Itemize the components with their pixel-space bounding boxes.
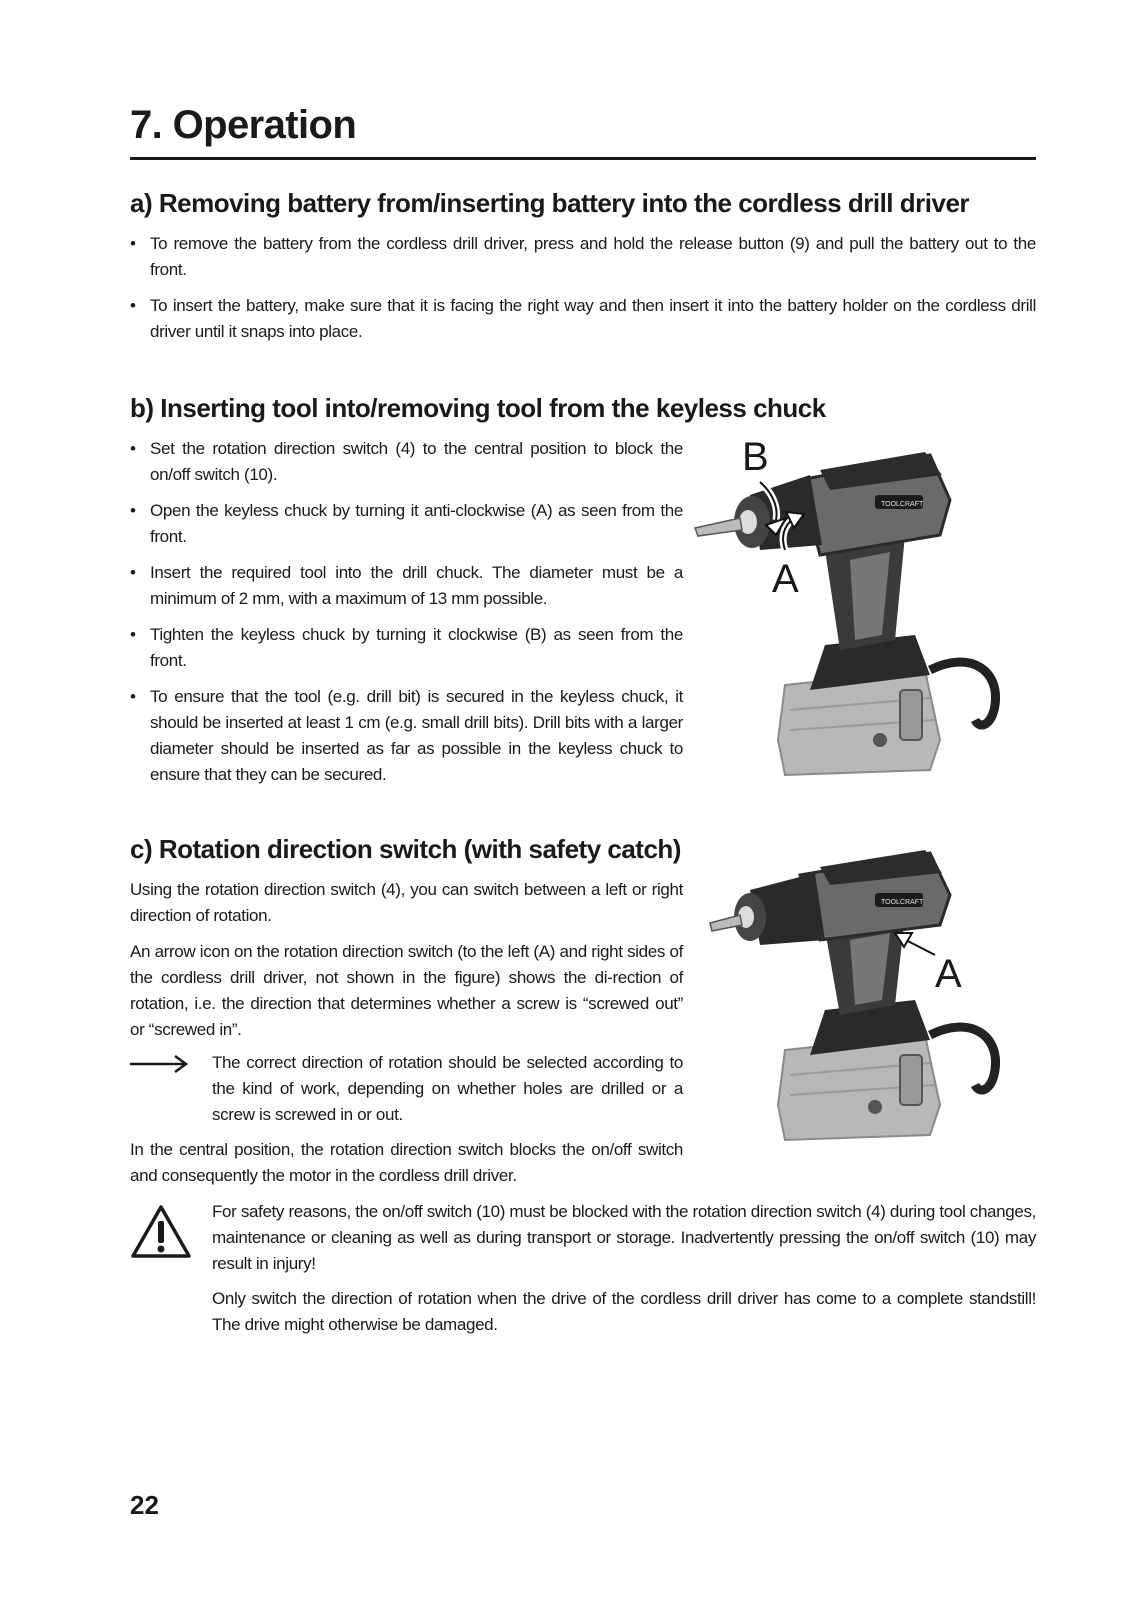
list-item: • Open the keyless chuck by turning it anti-clockwise (A) as seen from the front. xyxy=(130,498,683,550)
list-item: • To remove the battery from the cordless drill driver, press and hold the release button (9) and pull the battery out to the front. xyxy=(130,231,1036,283)
warning-text-2: Only switch the direction of rotation when the drive of the cordless drill driver has come to a complete standstill! The drive might otherwise be damaged. xyxy=(212,1289,1036,1334)
list-item: • To insert the battery, make sure that it is facing the right way and then insert it into the battery holder on the cordless drill driver until it snaps into place. xyxy=(130,293,1036,345)
section-b-list xyxy=(130,436,683,798)
section-c-paragraph-2: An arrow icon on the rotation direction switch (to the left (A) and right sides of the cordless drill driver, not shown in the figure) shows the di-rection of rotation, i.e. the direction that determines whether a screw is “screwed out” or “screwed in”. xyxy=(130,942,683,1039)
section-a-list xyxy=(130,231,1036,355)
page-title: 7. Operation xyxy=(130,103,357,147)
tip-note: The correct direction of rotation should be selected according to the kind of work, depending on whether holes are drilled or a screw is screwed in or out. xyxy=(212,1053,683,1124)
section-b-heading: b) Inserting tool into/removing tool from the keyless chuck xyxy=(130,393,826,423)
list-item: • To ensure that the tool (e.g. drill bit) is secured in the keyless chuck, it should be inserted at least 1 cm (e.g. small drill bits). Drill bits with a larger diameter should be inserted as far as possible in the keyless chuck to ensure that they can be secured. xyxy=(130,684,683,788)
brand-label: TOOLCRAFT xyxy=(881,501,924,508)
warning-text-1: For safety reasons, the on/off switch (10) must be blocked with the rotation direction switch (4) during tool changes, maintenance or cleaning as well as during transport or storage. Inadvertently pressing the on/off switch (10) may result in injury! xyxy=(212,1202,1036,1273)
brand-label: TOOLCRAFT xyxy=(881,899,924,906)
section-a-heading: a) Removing battery from/inserting battery into the cordless drill driver xyxy=(130,188,970,218)
drill-figure-chuck xyxy=(690,435,1030,790)
title-rule xyxy=(130,157,1036,160)
list-item: • Set the rotation direction switch (4) to the central position to block the on/off switch (10). xyxy=(130,436,683,488)
section-c-paragraph-3: In the central position, the rotation direction switch blocks the on/off switch and consequently the motor in the cordless drill driver. xyxy=(130,1140,683,1185)
list-item: • Insert the required tool into the drill chuck. The diameter must be a minimum of 2 mm, with a maximum of 13 mm possible. xyxy=(130,560,683,612)
page-number: 22 xyxy=(130,1490,159,1520)
section-c-paragraph-1: Using the rotation direction switch (4), you can switch between a left or right direction of rotation. xyxy=(130,880,683,925)
figure-label-a: A xyxy=(772,557,799,601)
section-c-heading: c) Rotation direction switch (with safety catch) xyxy=(130,834,681,864)
figure-label-a: A xyxy=(935,952,962,996)
list-item: • Tighten the keyless chuck by turning it clockwise (B) as seen from the front. xyxy=(130,622,683,674)
warning-triangle-icon xyxy=(130,1204,192,1260)
figure-label-b: B xyxy=(742,435,769,479)
arrow-right-icon xyxy=(130,1054,190,1074)
drill-figure-direction-switch xyxy=(690,845,1030,1155)
